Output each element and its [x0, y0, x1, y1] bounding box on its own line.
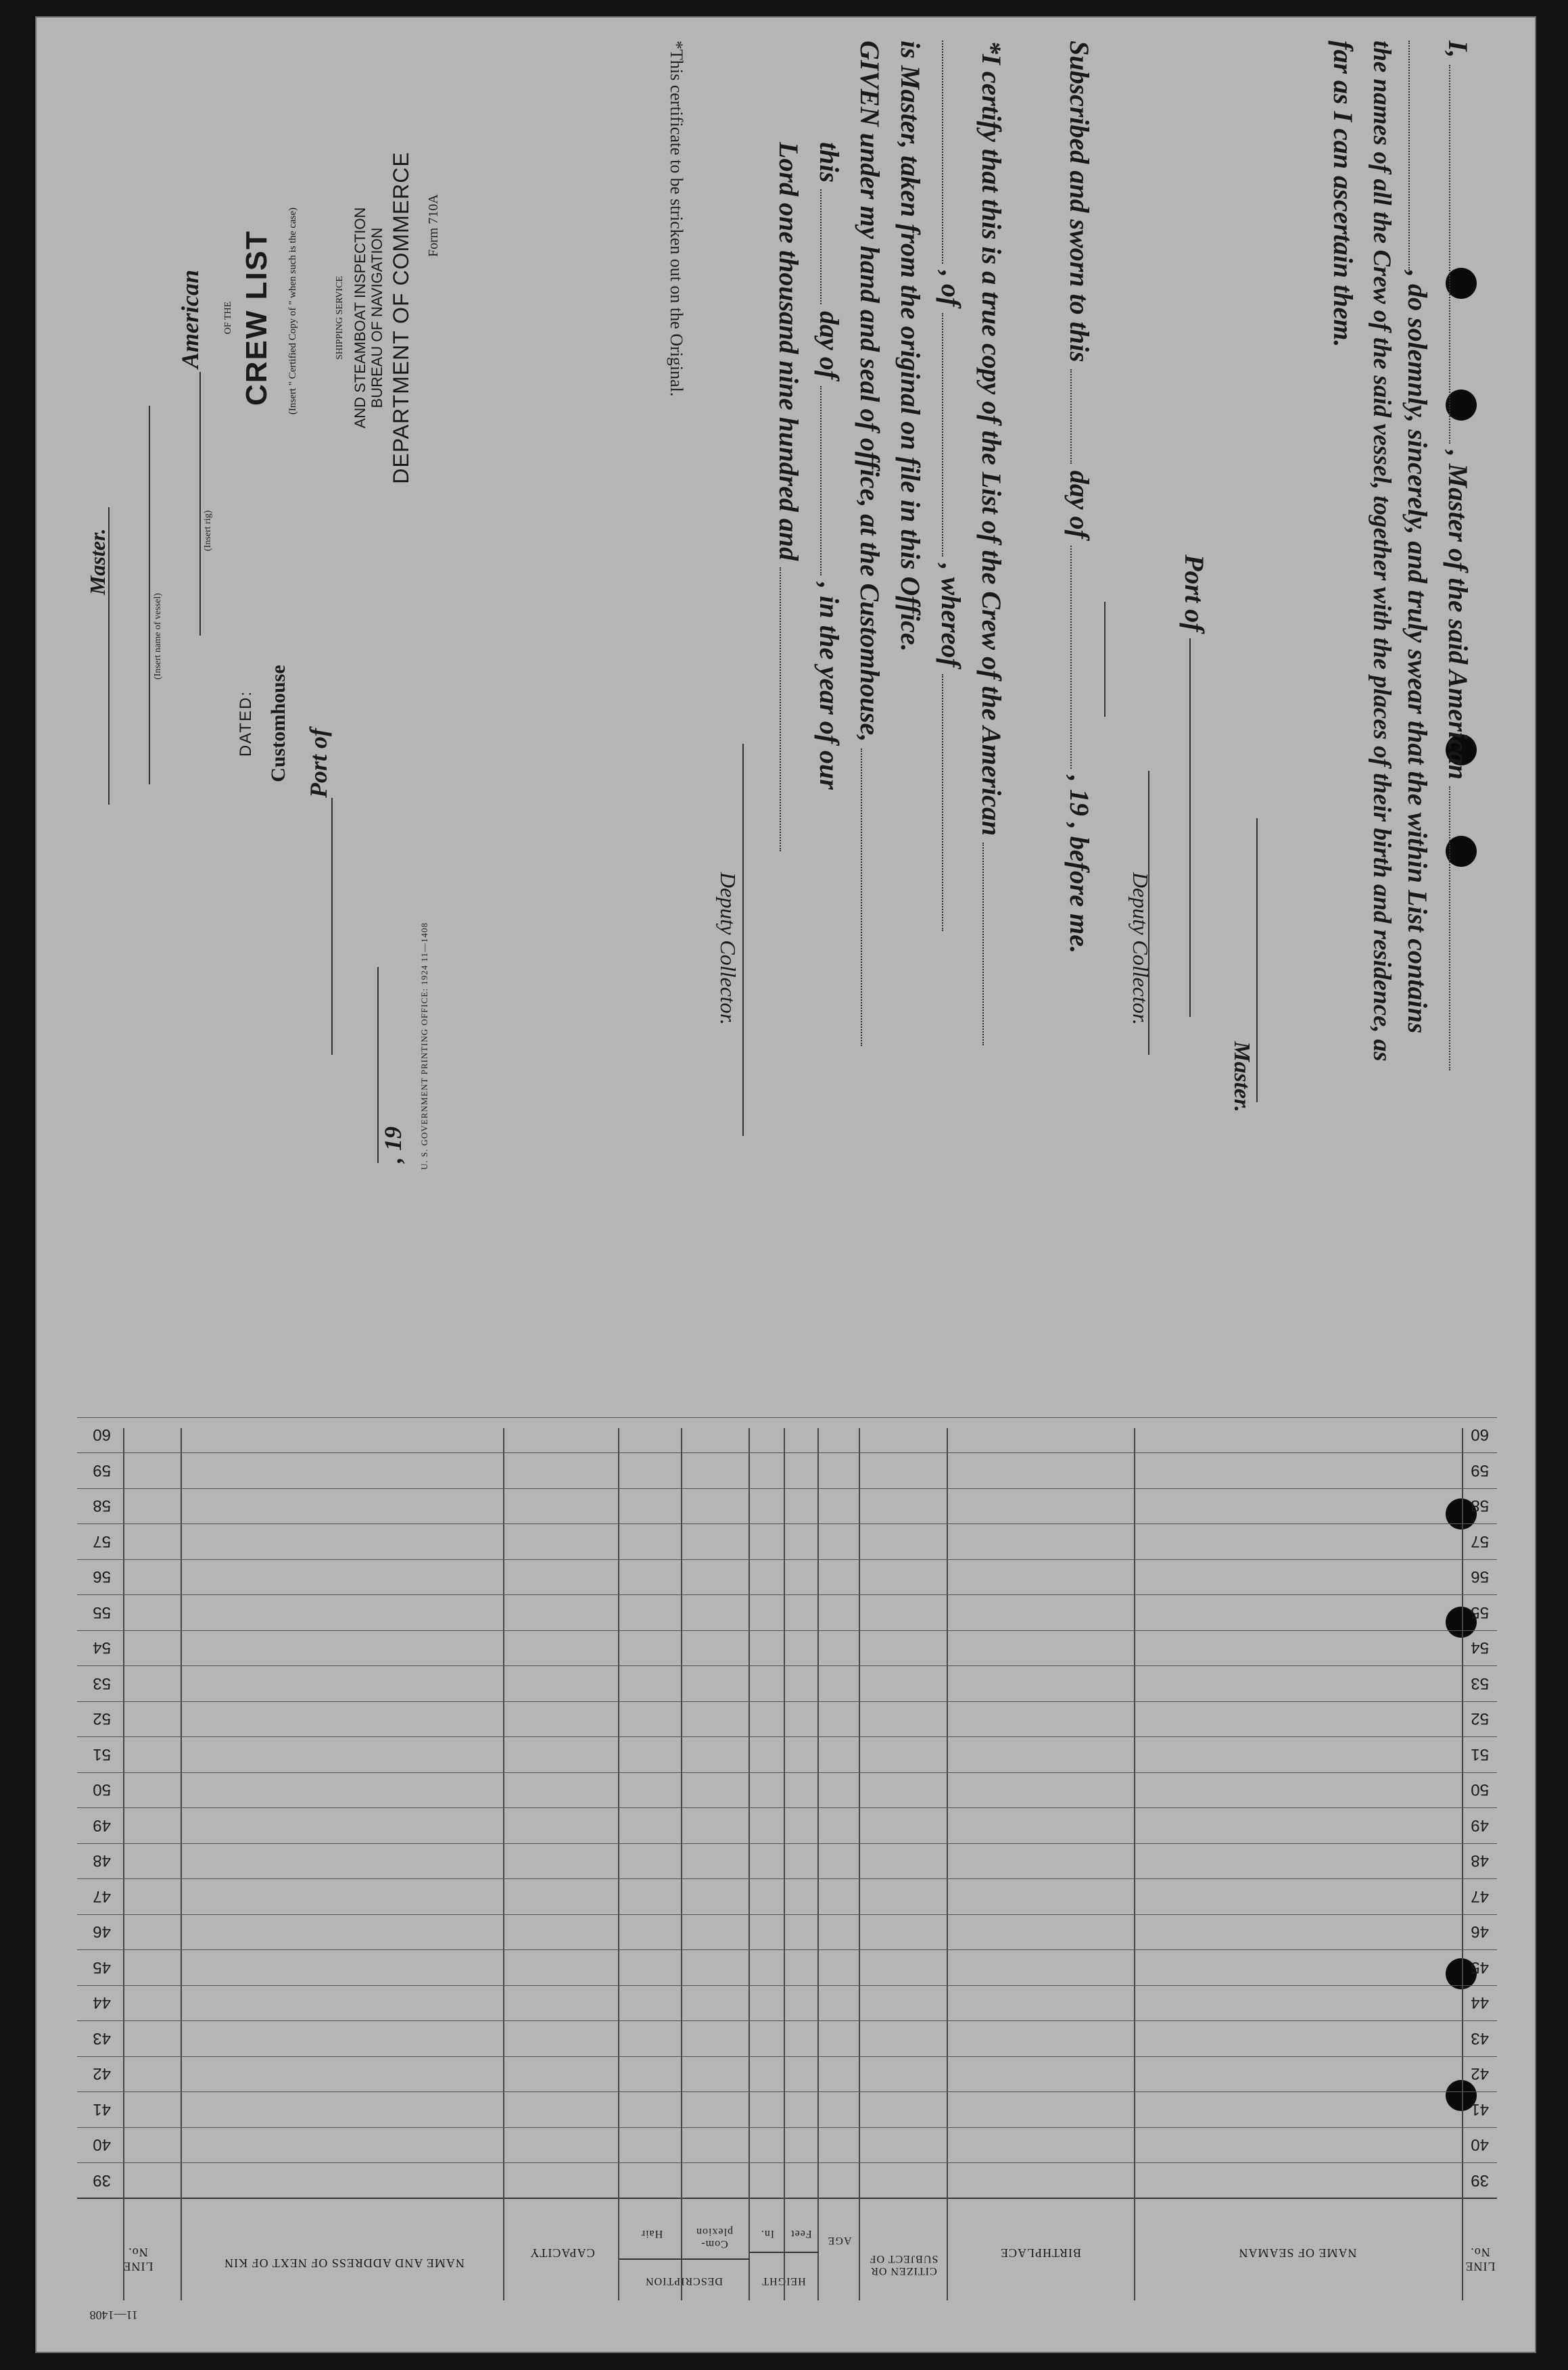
sub-day-field[interactable] [1070, 369, 1092, 464]
header-birthplace: BIRTHPLACE [1000, 2246, 1081, 2260]
row-number: 53 [1471, 1674, 1489, 1692]
row-number-right: 59 [93, 1461, 111, 1479]
row-number-right: 46 [93, 1922, 111, 1941]
oath-line-4: far as I can ascertain them. [1328, 41, 1358, 348]
header-line-no-right: LINE No. [122, 2246, 153, 2273]
header-inches: In. [760, 2228, 775, 2239]
cert-master-field[interactable] [942, 674, 964, 931]
row-number-right: 44 [93, 1993, 111, 2012]
row-number-right: 41 [93, 2100, 111, 2118]
oath-certify-6: Lord one thousand nine hundred and [773, 142, 805, 851]
oath-line-1 [1442, 41, 1474, 1070]
row-number: 42 [1471, 2064, 1489, 2083]
oath-deputy-collector-1: Deputy Collector. [1129, 872, 1153, 1025]
row-number-right: 50 [93, 1780, 111, 1799]
cover-dated: DATED: [237, 690, 255, 757]
header-hair: Hair [640, 2228, 663, 2239]
row-number: 59 [1471, 1461, 1489, 1479]
cover-insert-rig: (Insert rig) [203, 510, 213, 551]
oath-port-of: Port of [1179, 554, 1210, 1017]
cover-port-of: Port of [305, 728, 332, 798]
header-complexion: Com- plexion [696, 2226, 733, 2250]
row-number: 58 [1471, 1496, 1489, 1515]
row-number: 52 [1471, 1709, 1489, 1728]
oath-certify-2: , of , whereof [935, 41, 967, 931]
row-number-right: 42 [93, 2064, 111, 2083]
port-of-line[interactable] [1189, 638, 1191, 1017]
oath-line-2: , do solemnly, sincerely, and truly swear that the within List contains [1402, 41, 1433, 1033]
cover-certified-note: (Insert " Certified Copy of " when such is the case) [287, 207, 298, 415]
row-number-right: 53 [93, 1674, 111, 1692]
oath-master-label: Master. [1229, 1041, 1254, 1112]
row-number: 51 [1471, 1745, 1489, 1763]
row-number: 44 [1471, 1993, 1489, 2012]
row-number: 60 [1471, 1425, 1489, 1444]
row-number-right: 45 [93, 1958, 111, 1976]
row-number-right: 39 [93, 2171, 111, 2189]
row-number: 56 [1471, 1567, 1489, 1586]
cover-master: Master. [85, 528, 110, 595]
cert-rig-field[interactable] [942, 41, 964, 264]
cover-customhouse: Customhouse [267, 665, 289, 782]
oath-certify-1: *I certify that this is a true copy of the List of the Crew of the American [976, 41, 1007, 1045]
row-number-right: 40 [93, 2135, 111, 2154]
oath-certify-3: is Master, taken from the original on file in this Office. [895, 41, 926, 652]
oath-i: I, [1443, 41, 1473, 58]
row-number: 43 [1471, 2029, 1489, 2047]
header-height: HEIGHT [761, 2275, 806, 2287]
header-age: AGE [827, 2235, 852, 2246]
row-number: 49 [1471, 1816, 1489, 1834]
cover-american: American [176, 269, 204, 369]
cert-customhouse-field[interactable] [861, 749, 882, 1046]
cert-year-field[interactable] [780, 567, 801, 851]
row-number: 50 [1471, 1780, 1489, 1799]
row-number-right: 52 [93, 1709, 111, 1728]
row-number-right: 55 [93, 1603, 111, 1621]
cover-year: , 19 [379, 1127, 406, 1163]
row-number-right: 58 [93, 1496, 111, 1515]
row-number-right: 56 [93, 1567, 111, 1586]
row-number: 46 [1471, 1922, 1489, 1941]
cover-bureau-line-2: AND STEAMBOAT INSPECTION [352, 207, 369, 429]
oath-master-of: , Master of the said American [1443, 450, 1473, 780]
cover-bureau-line-1: BUREAU OF NAVIGATION [369, 227, 385, 408]
cover-rig-line[interactable] [199, 372, 201, 636]
oath-line-3: the names of all the Crew of the said vessel, together with the places of their birth and residence, as [1368, 41, 1396, 1062]
cert-vessel-field[interactable] [982, 843, 1004, 1045]
row-number: 45 [1471, 1958, 1489, 1976]
cover-date-line[interactable] [377, 967, 379, 1163]
row-number-right: 48 [93, 1851, 111, 1870]
cover-vessel-line[interactable] [149, 406, 150, 784]
row-number: 39 [1471, 2171, 1489, 2189]
row-number: 55 [1471, 1603, 1489, 1621]
oath-footnote: *This certificate to be stricken out on the Original. [667, 41, 686, 397]
cert-day-field[interactable] [820, 189, 842, 304]
row-number-right: 51 [93, 1745, 111, 1763]
sub-month-field[interactable] [1070, 546, 1092, 769]
row-number-right: 43 [93, 2029, 111, 2047]
oath-certify-4: GIVEN under my hand and seal of office, at the Customhouse, [854, 41, 886, 1046]
oath-subscribed: Subscribed and sworn to this day of , 19 , before me. [1064, 41, 1095, 954]
row-number-right: 49 [93, 1816, 111, 1834]
oath-deputy-collector-2: Deputy Collector. [716, 872, 740, 1025]
row-number: 48 [1471, 1851, 1489, 1870]
row-number-right: 47 [93, 1887, 111, 1905]
master-signature-line [1256, 818, 1258, 1102]
form-code: 11—1408 [89, 2308, 138, 2322]
header-description: DESCRIPTION [645, 2275, 723, 2287]
cover-insert-name: (Insert name of vessel) [153, 593, 163, 680]
cover-shipping-service: SHIPPING SERVICE [335, 276, 345, 360]
header-name-of-seaman: NAME OF SEAMAN [1238, 2246, 1357, 2260]
header-capacity: CAPACITY [529, 2246, 595, 2260]
row-number-right: 60 [93, 1425, 111, 1444]
row-number: 57 [1471, 1532, 1489, 1550]
oath-vessel-field[interactable] [1449, 786, 1471, 1070]
oath-name-field[interactable] [1449, 65, 1471, 444]
row-number: 41 [1471, 2100, 1489, 2118]
row-number: 40 [1471, 2135, 1489, 2154]
cert-port-field[interactable] [942, 313, 964, 556]
cover-endorsement [61, 122, 453, 1170]
cover-printer: U. S. GOVERNMENT PRINTING OFFICE: 1924 11—1408 [419, 922, 429, 1170]
header-feet: Feet [790, 2228, 812, 2239]
short-line [1104, 602, 1106, 717]
cover-of-the: OF THE [223, 301, 233, 335]
cover-title: CREW LIST [240, 230, 273, 406]
cover-form-no: Form 710A [426, 194, 441, 257]
deputy-line-2 [742, 744, 744, 1136]
row-number-right: 54 [93, 1638, 111, 1657]
header-line-no: LINE No. [1465, 2246, 1496, 2273]
oath-certify-5: this day of , in the year of our [814, 142, 845, 790]
cover-port-line[interactable] [331, 798, 333, 1055]
row-number: 54 [1471, 1638, 1489, 1657]
row-number: 47 [1471, 1887, 1489, 1905]
header-citizen: CITIZEN OR SUBJECT OF [869, 2253, 939, 2277]
header-next-of-kin: NAME AND ADDRESS OF NEXT OF KIN [224, 2256, 465, 2270]
cover-dept-title: DEPARTMENT OF COMMERCE [389, 151, 413, 484]
row-number-right: 57 [93, 1532, 111, 1550]
oath-rig-field[interactable] [1408, 41, 1430, 270]
cover-rotated [61, 122, 453, 1170]
cert-month-field[interactable] [820, 386, 842, 575]
